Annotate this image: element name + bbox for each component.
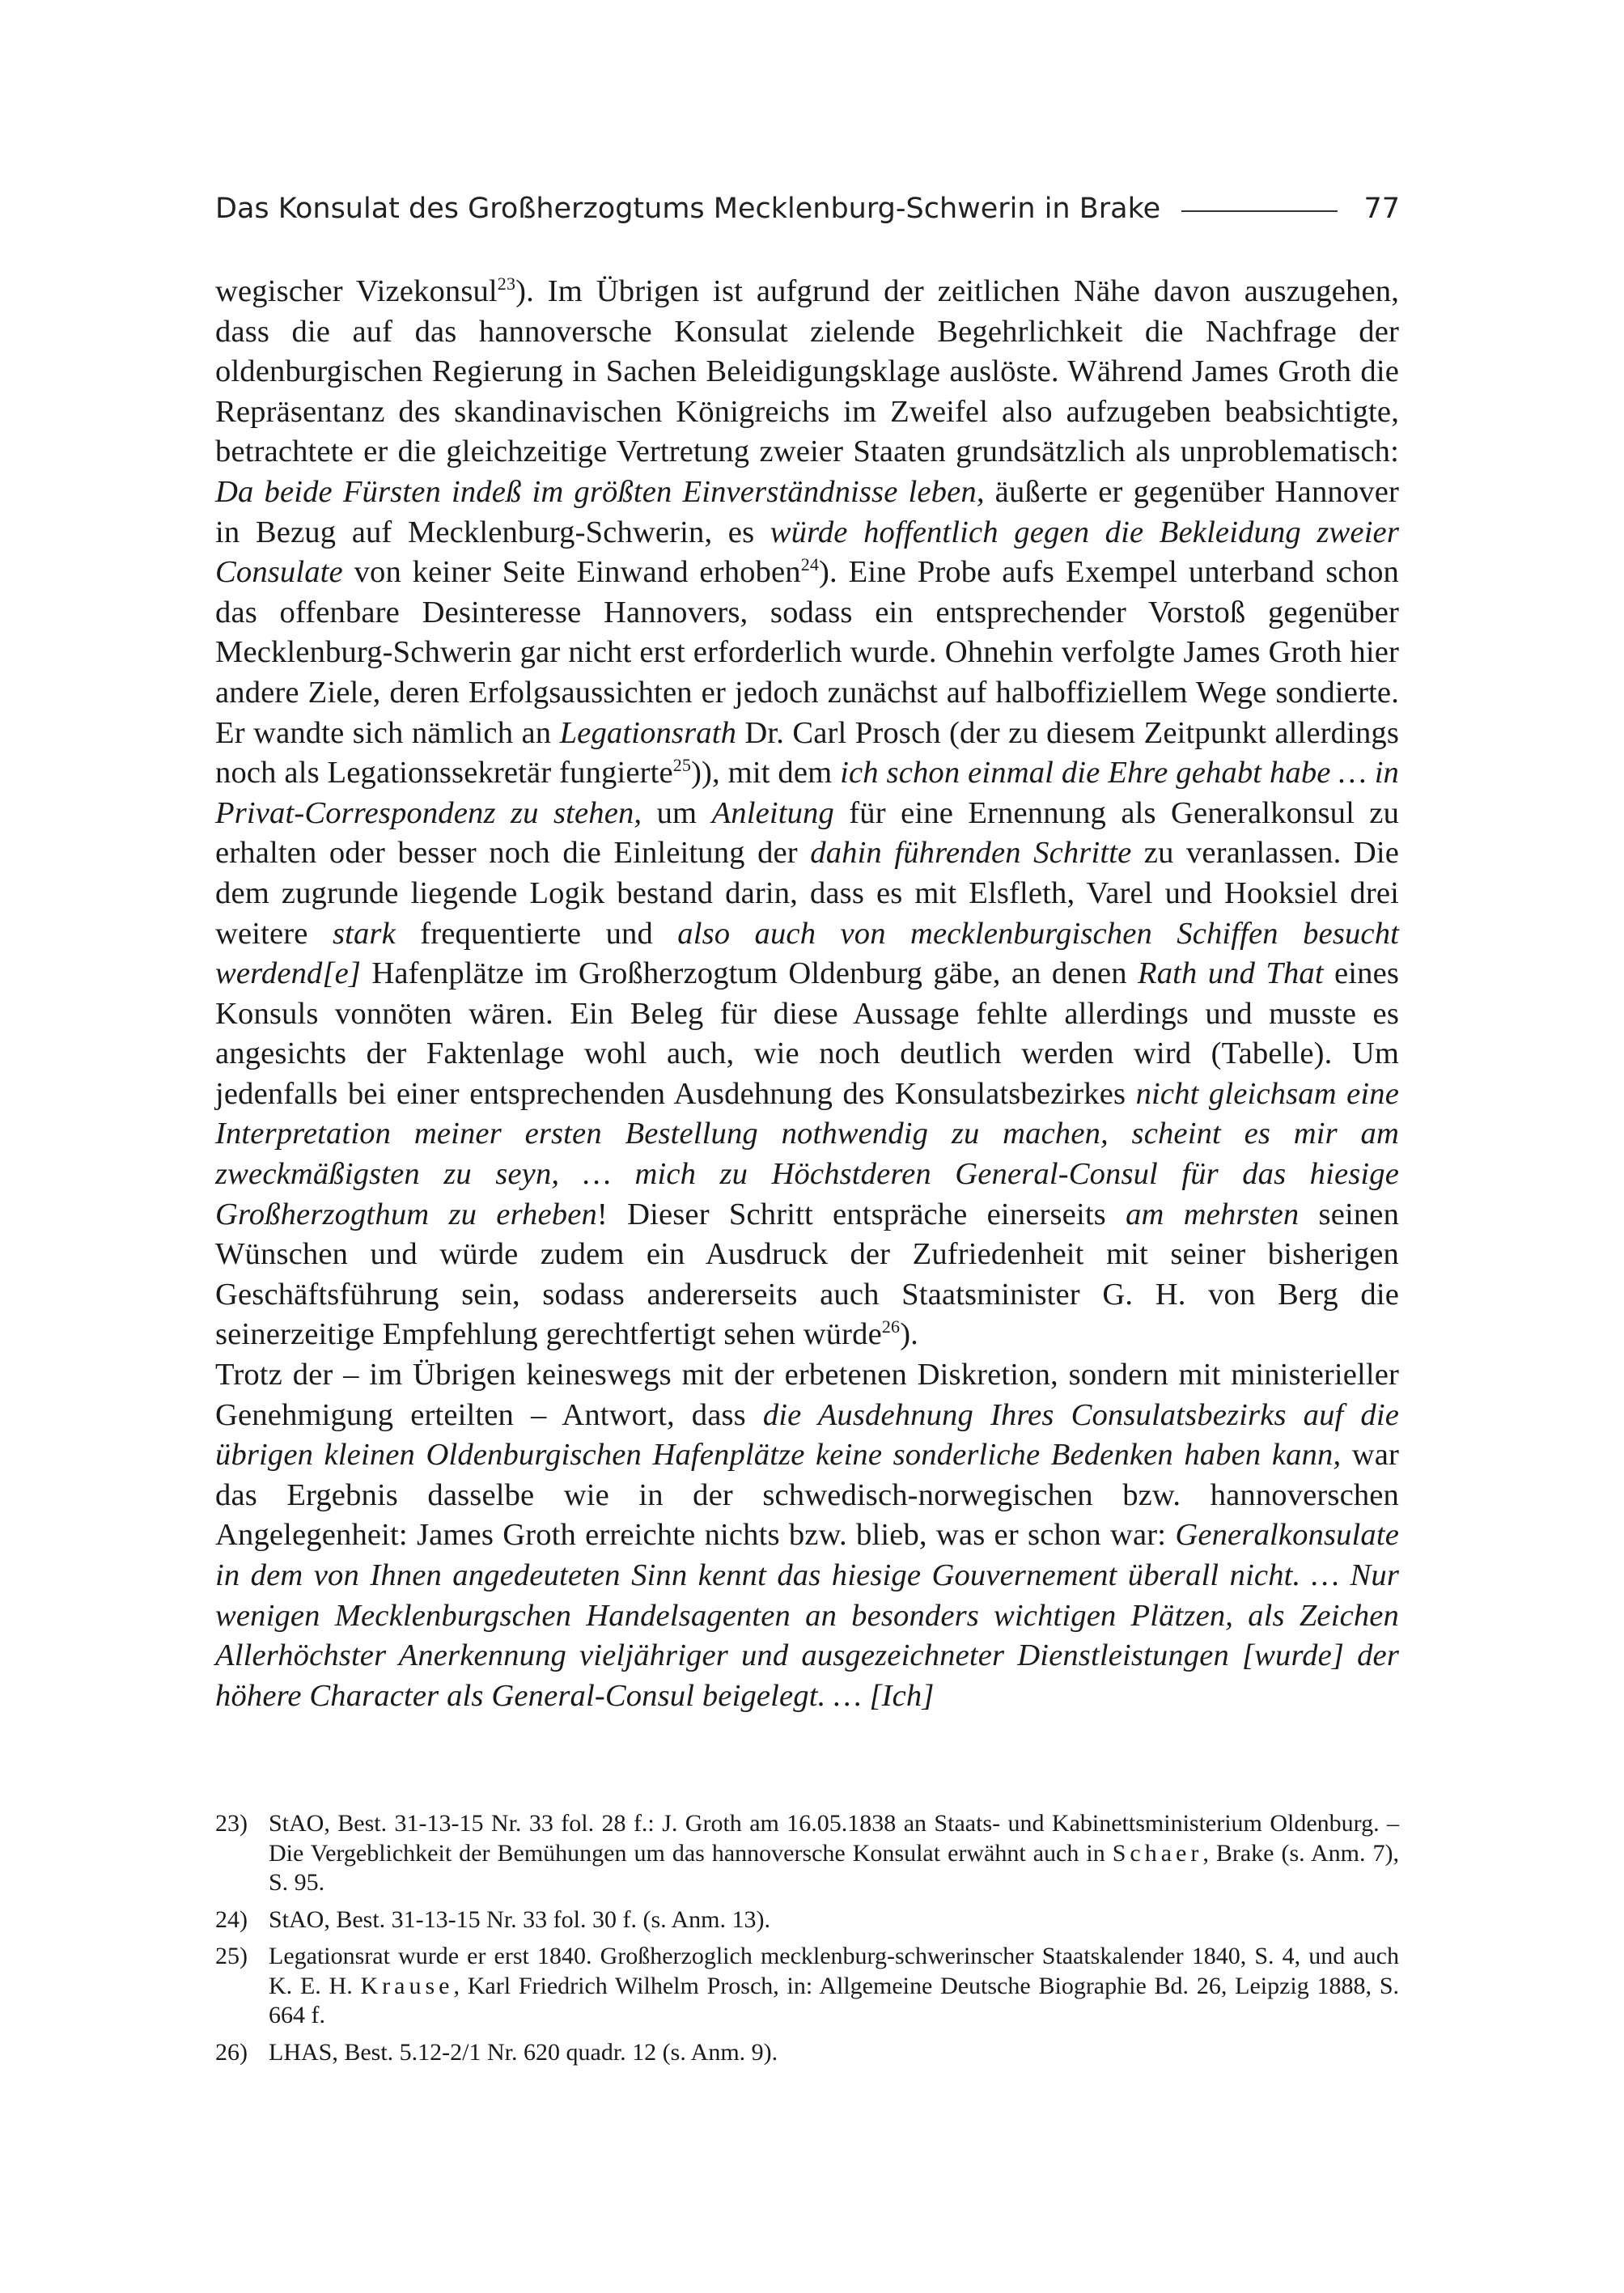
footnote — [215, 2038, 1399, 2068]
author-name: Schaer — [1112, 1839, 1203, 1867]
quote-segment: dahin führenden Schritte — [810, 836, 1132, 871]
main-text — [215, 272, 1399, 1716]
text-segment: um — [642, 795, 712, 830]
footnote-number: 25) — [215, 1943, 248, 1969]
text-segment: )), mit dem — [691, 756, 841, 790]
quote-segment: ich schon einmal die Ehre gehabt habe … in Privat-Correspondenz zu stehen, — [215, 756, 1400, 830]
quote-segment: Da beide Fürsten indeß im größten Einverständnisse leben, — [215, 474, 985, 509]
text-segment: Hafenplätze im Großherzogtum Oldenburg gäbe, an denen — [361, 956, 1138, 991]
quote-segment: Anleitung — [711, 795, 834, 830]
footnote-number: 23) — [215, 1810, 248, 1837]
running-header — [215, 188, 1400, 230]
author-name: Krause — [360, 1972, 454, 1999]
footnote — [215, 1942, 1399, 2031]
text-segment: Dr. Carl Prosch (der zu diesem Zeitpunkt allerdings noch als Legationssekretär fungierte — [215, 715, 1400, 790]
quote-segment: am mehrsten — [1126, 1197, 1300, 1231]
quote-segment: würde hoffentlich gegen die Bekleidung zweier Consulate — [215, 515, 1399, 590]
text-segment: wegischer Vizekonsul — [215, 274, 498, 308]
footnote-number: 24) — [215, 1905, 248, 1933]
text-segment: ). Eine Probe aufs Exempel unterband schon das offenbare Desinteresse Hannovers, sodass ein entsprechender Vorstoß gegenüber Mecklenburg-Schwerin gar nicht erst erforderlich wurde. Ohnehin verfolgte James Groth hier andere Ziele, deren Erfolgsaussichten er jedoch zunächst auf halboffiziellem Wege sondierte. Er wandte sich nämlich an — [215, 555, 1399, 750]
quote-segment: stark — [332, 916, 396, 951]
footnote — [215, 1809, 1399, 1898]
quote-segment: Rath und That — [1138, 956, 1324, 991]
text-segment: eines Konsuls vonnöten wären. Ein Beleg für diese Aussage fehlte allerdings und musste es angesichts der Faktenlage wohl auch, wie noch deutlich werden wird (Tabelle). Um jedenfalls bei einer entsprechenden Ausdehnung des Konsulatsbezirkes — [215, 956, 1400, 1111]
footnote-text — [269, 1942, 1399, 2031]
text-segment: ! Dieser Schritt entspräche einerseits — [596, 1197, 1126, 1231]
text-segment: Trotz der – im Übrigen keineswegs mit der erbetenen Diskretion, sondern mit ministerieller Genehmigung erteilten – Antwort, dass — [215, 1358, 1399, 1432]
paragraph — [215, 272, 1399, 1355]
footnote-text: LHAS, Best. 5.12-2/1 Nr. 620 quadr. 12 (s. Anm. 9). — [269, 2038, 778, 2066]
quote-segment: nicht gleichsam eine Interpretation meiner ersten Bestellung nothwendig zu machen, scheint es mir am zweckmäßigsten zu seyn, … mich zu Höchstderen General-Consul für das hiesige Großherzogthum zu erheben — [215, 1076, 1399, 1231]
quote-segment: die Ausdehnung Ihres Consulatsbezirks auf die übrigen kleinen Oldenburgischen Hafenplätze keine sonderliche Bedenken haben kann, — [215, 1397, 1399, 1473]
text-segment: von keiner Seite Einwand erhoben — [342, 555, 801, 590]
footnote-text — [269, 1809, 1399, 1898]
quote-segment: also auch von mecklenburgischen Schiffen besucht werdend[e] — [215, 916, 1400, 991]
text-segment: für eine Ernennung als Generalkonsul zu erhalten oder besser noch die Einleitung der — [215, 795, 1400, 871]
footnote-number: 26) — [215, 2038, 248, 2066]
footnote — [215, 1905, 1399, 1935]
text-segment: seinen Wünschen und würde zudem ein Ausdruck der Zufriedenheit mit seiner bisherigen Geschäftsführung sein, sodass andererseits auch Staatsminister G. H. von Berg die seinerzeitige Empfehlung gerechtfertigt sehen würde — [215, 1197, 1400, 1352]
paragraph — [215, 1355, 1399, 1716]
footnote-ref: 26 — [881, 1316, 901, 1337]
header-rule — [1181, 210, 1338, 212]
footnote-text: StAO, Best. 31-13-15 Nr. 33 fol. 30 f. (s. Anm. 13). — [269, 1905, 770, 1933]
text-segment: frequentierte und — [395, 916, 678, 951]
text-segment: war das Ergebnis dasselbe wie in der schwedisch-norwegischen bzw. hannoverschen Angelegenheit: James Groth erreichte nichts bzw. blieb, was er schon war: — [215, 1438, 1399, 1553]
text-segment: StAO, Best. 31-13-15 Nr. 33 fol. 28 f.: J. Groth am 16.05.1838 an Staats- und Kabinettsministerium Oldenburg. – Die Vergeblichkeit der Bemühungen um das hannoversche Konsulat erwähnt auch in — [269, 1810, 1399, 1867]
text-segment: zu veranlassen. Die dem zugrunde liegende Logik bestand darin, dass es mit Elsfleth, Varel und Hooksiel drei weitere — [215, 836, 1399, 951]
footnotes — [215, 1809, 1399, 2075]
page-number: 77 — [1363, 193, 1400, 225]
quote-segment: Generalkonsulate in dem von Ihnen angedeuteten Sinn kennt das hiesige Gouvernement überall nicht. … Nur wenigen Mecklenburgschen Handelsagenten an besonders wichtigen Plätzen, als Zeichen Allerhöchster Anerkennung vieljähriger und ausgezeichneter Dienstleistungen [wurde] der höhere Character als General-Consul beigelegt. … [Ich] — [215, 1518, 1399, 1713]
text-segment: äußerte er gegenüber Hannover in Bezug auf Mecklenburg-Schwerin, es — [215, 474, 1399, 549]
text-segment: , Brake (s. Anm. 7), S. 95. — [269, 1839, 1399, 1896]
text-segment: , Karl Friedrich Wilhelm Prosch, in: Allgemeine Deutsche Biographie Bd. 26, Leipzig 1888, S. 664 f. — [269, 1972, 1399, 2028]
quote-segment: Legationsrath — [559, 715, 737, 750]
footnote-ref: 24 — [800, 554, 820, 575]
footnote-ref: 23 — [497, 273, 516, 295]
text-segment: ). Im Übrigen ist aufgrund der zeitlichen Nähe davon auszugehen, dass die auf das hannoversche Konsulat zielende Begehrlichkeit die Nachfrage der oldenburgischen Regierung in Sachen Beleidigungsklage auslöste. Während James Groth die Repräsentanz des skandinavischen Königreichs im Zweifel also aufzugeben beabsichtigte, betrachtete er die gleichzeitige Vertretung zweier Staaten grundsätzlich als unproblematisch: — [215, 274, 1399, 469]
running-title: Das Konsulat des Großherzogtums Mecklenburg-Schwerin in Brake — [215, 193, 1161, 225]
text-segment: ). — [900, 1317, 918, 1352]
footnote-ref: 25 — [672, 755, 692, 776]
text-segment: Legationsrat wurde er erst 1840. Großherzoglich mecklenburg-schwerinscher Staatskalender 1840, S. 4, und auch K. E. H. — [269, 1943, 1399, 1999]
